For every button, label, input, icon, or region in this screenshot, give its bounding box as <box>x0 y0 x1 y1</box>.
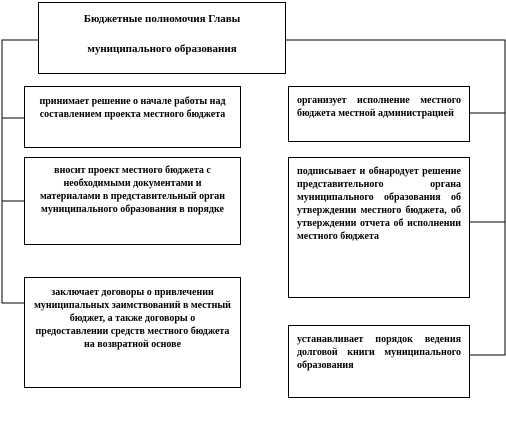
right-box-2 <box>288 157 470 298</box>
diagram-title-line-1: Бюджетные полномочия Главы <box>83 13 241 25</box>
left-box-1 <box>24 86 241 148</box>
left-box-1-text: принимает решение о начале работы над составлением проекта местного бюджета <box>39 96 226 120</box>
diagram-title-box <box>38 2 286 74</box>
right-box-3-text: устанавливает порядок ведения долговой книги муниципального образования <box>297 334 461 371</box>
right-box-2-text: подписывает и обнародует решение представительного органа муниципального образования об утверждении местного бюджета, об утверждении отчета об исполнении местного бюджета <box>297 166 461 242</box>
left-box-2 <box>24 157 241 245</box>
right-box-3 <box>288 325 470 398</box>
left-box-3-text: заключает договоры о привлечении муниципальных заимствований в местный бюджет, а также договоры о предоставлении средств местного бюджета на возвратной основе <box>34 287 231 350</box>
right-box-1-text: организует исполнение местного бюджета местной администрацией <box>297 95 461 119</box>
left-box-2-text: вносит проект местного бюджета с необходимыми документами и материалами в представительный орган муниципального образования в порядке <box>39 165 226 215</box>
diagram-title-line-2: муниципального образования <box>87 43 237 55</box>
left-box-3 <box>24 277 241 388</box>
right-box-1 <box>288 86 470 142</box>
